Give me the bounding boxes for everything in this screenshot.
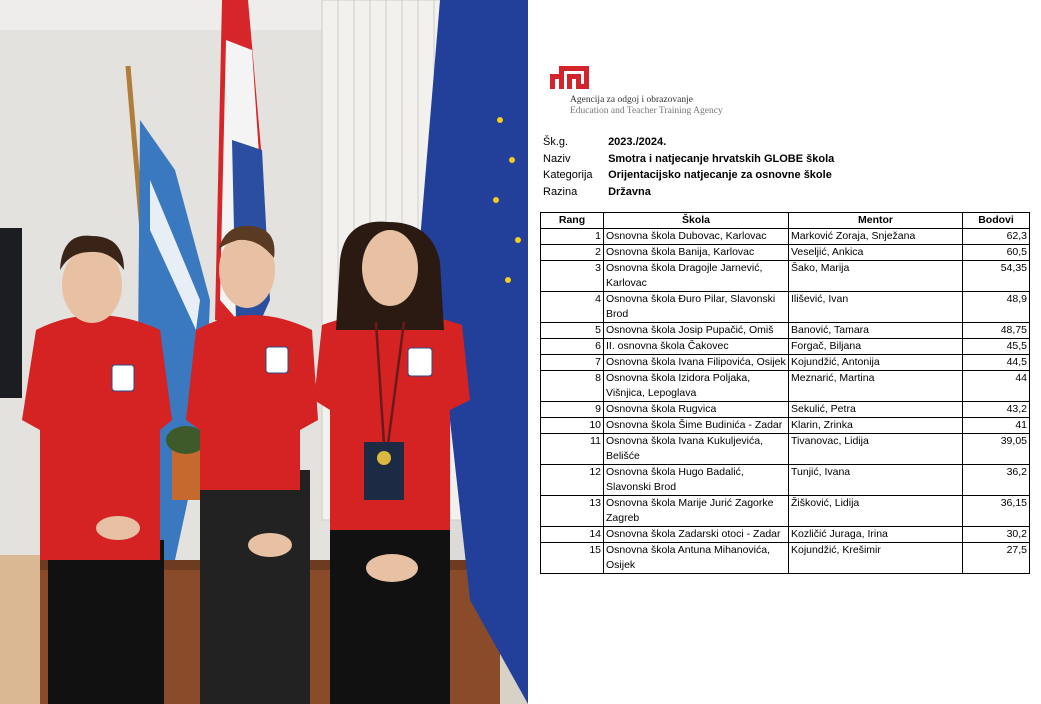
agency-name-en: Education and Teacher Training Agency	[570, 106, 723, 116]
meta-key: Šk.g.	[543, 136, 569, 148]
mentor-cell: Banović, Tamara	[789, 323, 963, 339]
rank-cell: 13	[541, 496, 604, 527]
points-cell: 39,05	[963, 434, 1030, 465]
rank-cell: 4	[541, 292, 604, 323]
results-document	[528, 0, 1041, 704]
table-row	[541, 496, 1030, 527]
mentor-cell: Tunjić, Ivana	[789, 465, 963, 496]
points-cell: 44	[963, 371, 1030, 402]
table-row	[541, 355, 1030, 371]
points-cell: 54,35	[963, 261, 1030, 292]
points-cell: 62,3	[963, 229, 1030, 245]
mentor-cell: Ilišević, Ivan	[789, 292, 963, 323]
school-cell: II. osnovna škola Čakovec	[604, 339, 789, 355]
points-cell: 30,2	[963, 527, 1030, 543]
mentor-cell: Šako, Marija	[789, 261, 963, 292]
school-cell: Osnovna škola Đuro Pilar, Slavonski Brod	[604, 292, 789, 323]
agency-name-hr: Agencija za odgoj i obrazovanje	[570, 95, 693, 105]
mentor-cell: Veseljić, Ankica	[789, 245, 963, 261]
school-cell: Osnovna škola Josip Pupačić, Omiš	[604, 323, 789, 339]
table-row	[541, 418, 1030, 434]
table-row	[541, 527, 1030, 543]
school-cell: Osnovna škola Banija, Karlovac	[604, 245, 789, 261]
school-cell: Osnovna škola Hugo Badalić, Slavonski Brod	[604, 465, 789, 496]
table-row	[541, 465, 1030, 496]
points-cell: 44,5	[963, 355, 1030, 371]
mentor-cell: Forgač, Biljana	[789, 339, 963, 355]
table-row	[541, 402, 1030, 418]
results-table-body	[541, 229, 1030, 574]
school-cell: Osnovna škola Ivana Filipovića, Osijek	[604, 355, 789, 371]
meta-value: Orijentacijsko natjecanje za osnovne škole	[608, 169, 832, 181]
meta-row-name	[543, 151, 834, 168]
table-row	[541, 339, 1030, 355]
column-header-points: Bodovi	[963, 213, 1030, 229]
school-cell: Osnovna škola Marije Jurić Zagorke Zagreb	[604, 496, 789, 527]
school-cell: Osnovna škola Zadarski otoci - Zadar	[604, 527, 789, 543]
mentor-cell: Meznarić, Martina	[789, 371, 963, 402]
points-cell: 36,2	[963, 465, 1030, 496]
column-header-school: Škola	[604, 213, 789, 229]
rank-cell: 10	[541, 418, 604, 434]
meta-row-level	[543, 184, 834, 201]
results-table	[540, 212, 1030, 574]
meta-row-school-year	[543, 134, 834, 151]
meta-value: 2023./2024.	[608, 136, 667, 148]
column-header-mentor: Mentor	[789, 213, 963, 229]
rank-cell: 12	[541, 465, 604, 496]
mentor-cell: Kozličić Juraga, Irina	[789, 527, 963, 543]
points-cell: 27,5	[963, 543, 1030, 574]
mentor-cell: Žišković, Lidija	[789, 496, 963, 527]
school-cell: Osnovna škola Dragojle Jarnević, Karlovac	[604, 261, 789, 292]
school-cell: Osnovna škola Izidora Poljaka, Višnjica, Lepoglava	[604, 371, 789, 402]
mentor-cell: Tivanovac, Lidija	[789, 434, 963, 465]
rank-cell: 8	[541, 371, 604, 402]
meta-key: Naziv	[543, 152, 571, 165]
rank-cell: 6	[541, 339, 604, 355]
table-row	[541, 229, 1030, 245]
table-row	[541, 323, 1030, 339]
rank-cell: 9	[541, 402, 604, 418]
school-cell: Osnovna škola Ivana Kukuljevića, Belišće	[604, 434, 789, 465]
points-cell: 45,5	[963, 339, 1030, 355]
mentor-cell: Sekulić, Petra	[789, 402, 963, 418]
meta-row-category	[543, 167, 834, 184]
rank-cell: 7	[541, 355, 604, 371]
mentor-cell: Klarin, Zrinka	[789, 418, 963, 434]
points-cell: 41	[963, 418, 1030, 434]
school-cell: Osnovna škola Antuna Mihanovića, Osijek	[604, 543, 789, 574]
points-cell: 43,2	[963, 402, 1030, 418]
school-cell: Osnovna škola Rugvica	[604, 402, 789, 418]
table-row	[541, 371, 1030, 402]
school-cell: Osnovna škola Dubovac, Karlovac	[604, 229, 789, 245]
table-row	[541, 245, 1030, 261]
rank-cell: 11	[541, 434, 604, 465]
competition-info	[543, 134, 834, 200]
meta-value: Smotra i natjecanje hrvatskih GLOBE škola	[608, 152, 835, 165]
points-cell: 60,5	[963, 245, 1030, 261]
column-header-rank: Rang	[541, 213, 604, 229]
agency-logo-icon	[550, 64, 590, 90]
table-row	[541, 543, 1030, 574]
mentor-cell: Kojundžić, Krešimir	[789, 543, 963, 574]
table-row	[541, 434, 1030, 465]
points-cell: 48,75	[963, 323, 1030, 339]
rank-cell: 2	[541, 245, 604, 261]
meta-key: Kategorija	[543, 169, 593, 181]
mentor-cell: Kojundžić, Antonija	[789, 355, 963, 371]
meta-value: Državna	[608, 185, 651, 198]
rank-cell: 1	[541, 229, 604, 245]
table-row	[541, 292, 1030, 323]
points-cell: 48,9	[963, 292, 1030, 323]
table-row	[541, 261, 1030, 292]
rank-cell: 15	[541, 543, 604, 574]
rank-cell: 14	[541, 527, 604, 543]
rank-cell: 5	[541, 323, 604, 339]
rank-cell: 3	[541, 261, 604, 292]
school-cell: Osnovna škola Šime Budinića - Zadar	[604, 418, 789, 434]
meta-key: Razina	[543, 185, 578, 198]
points-cell: 36,15	[963, 496, 1030, 527]
mentor-cell: Marković Zoraja, Snježana	[789, 229, 963, 245]
table-header-row	[541, 213, 1030, 229]
